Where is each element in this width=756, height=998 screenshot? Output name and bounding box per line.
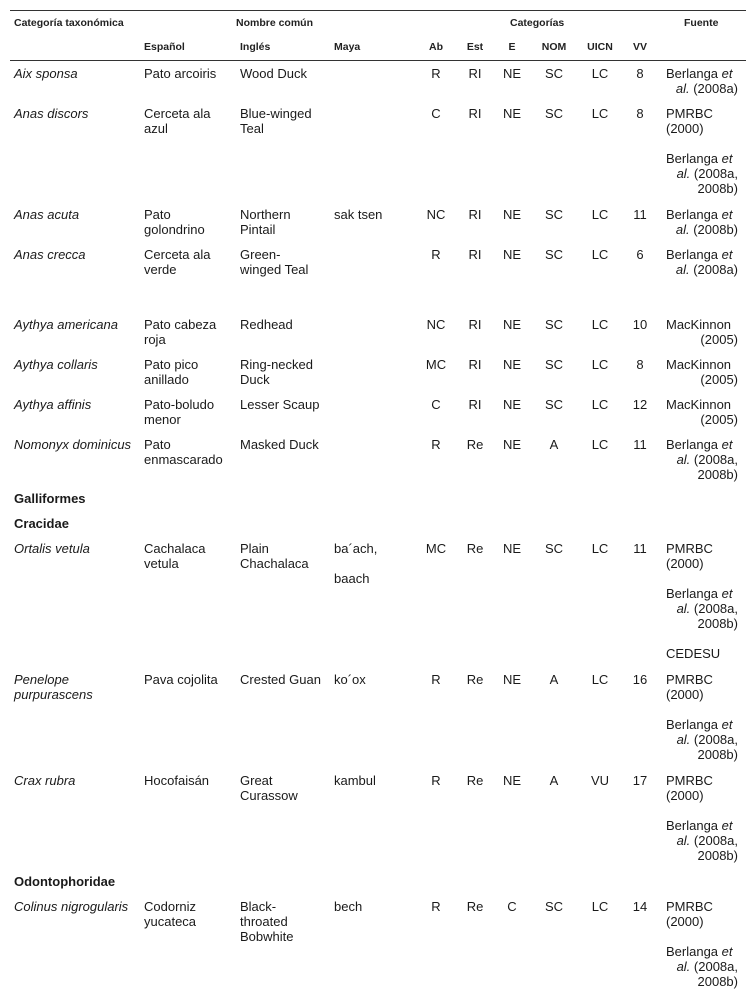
source-reference: Berlanga et al. (2008b) (666, 207, 738, 237)
nom-value: SC (544, 317, 564, 332)
vv-value: 11 (633, 541, 647, 556)
abundance-value: R (431, 672, 441, 687)
english-name: Green- winged Teal (240, 247, 309, 277)
uicn-value: LC (591, 207, 609, 222)
uicn-value: LC (591, 66, 609, 81)
spanish-name: Cerceta ala verde (144, 247, 211, 277)
vv-value: 8 (636, 357, 644, 372)
source-reference: Berlanga et al. (2008a, 2008b) (666, 818, 738, 863)
source-reference: PMRBC (2000) (666, 541, 713, 571)
header-source: Fuente (684, 17, 719, 29)
uicn-value: LC (591, 317, 609, 332)
nom-value: A (549, 437, 559, 452)
abundance-value: R (431, 247, 441, 262)
maya-name: bech (334, 899, 363, 914)
source-reference: PMRBC (2000) (666, 672, 713, 702)
english-name: Ring-necked Duck (240, 357, 313, 387)
abundance-value: NC (426, 207, 446, 222)
uicn-value: LC (591, 106, 609, 121)
vv-value: 8 (636, 106, 644, 121)
endemism-value: NE (502, 317, 522, 332)
header-uicn: UICN (587, 41, 613, 53)
header-bottom-rule (10, 60, 746, 61)
nom-value: A (549, 672, 559, 687)
uicn-value: VU (590, 773, 610, 788)
source-reference: MacKinnon (2005) (666, 397, 738, 427)
header-common-name: Nombre común (236, 17, 314, 29)
status-value: Re (466, 899, 484, 914)
spanish-name: Pato golondrino (144, 207, 205, 237)
source-reference: Berlanga et al. (2008a) (666, 66, 738, 96)
spanish-name: Pato cabeza roja (144, 317, 217, 347)
endemism-value: NE (502, 247, 522, 262)
vv-value: 14 (632, 899, 648, 914)
vv-value: 8 (636, 66, 644, 81)
abundance-value: R (431, 773, 441, 788)
maya-name: ko´ox (334, 672, 366, 687)
spanish-name: Pato enmascarado (144, 437, 223, 467)
english-name: Lesser Scaup (240, 397, 320, 412)
spanish-name: Pato arcoiris (144, 66, 217, 81)
taxon-name: Anas acuta (14, 207, 80, 222)
uicn-value: LC (591, 247, 609, 262)
header-e: E (508, 41, 516, 53)
endemism-value: NE (502, 773, 522, 788)
vv-value: 11 (633, 437, 647, 452)
vv-value: 12 (632, 397, 648, 412)
spanish-name: Codorniz yucateca (144, 899, 197, 929)
source-reference: Berlanga et al. (2008a, 2008b) (666, 586, 738, 631)
status-value: RI (468, 207, 482, 222)
taxon-name: Aythya americana (14, 317, 118, 332)
group-heading: Galliformes (14, 491, 86, 506)
uicn-value: LC (591, 357, 609, 372)
group-heading: Cracidae (14, 516, 69, 531)
nom-value: SC (544, 106, 564, 121)
taxon-name: Nomonyx dominicus (14, 437, 132, 452)
table-top-rule (10, 10, 746, 11)
abundance-value: R (431, 899, 441, 914)
english-name: Great Curassow (240, 773, 298, 803)
maya-name: sak tsen (334, 207, 383, 222)
taxon-name: Penelope purpurascens (14, 672, 93, 702)
endemism-value: NE (502, 66, 522, 81)
status-value: RI (468, 247, 482, 262)
spanish-name: Pato pico anillado (144, 357, 199, 387)
endemism-value: NE (502, 397, 522, 412)
source-reference: PMRBC (2000) (666, 106, 713, 136)
uicn-value: LC (591, 672, 609, 687)
maya-name: ba´ach, (334, 541, 378, 556)
header-est: Est (466, 41, 484, 53)
status-value: RI (468, 357, 482, 372)
endemism-value: NE (502, 207, 522, 222)
taxon-name: Anas crecca (14, 247, 86, 262)
source-reference: MacKinnon (2005) (666, 317, 738, 347)
nom-value: SC (544, 397, 564, 412)
abundance-value: MC (425, 357, 447, 372)
source-reference: Berlanga et al. (2008a, 2008b) (666, 437, 738, 482)
header-spanish: Español (144, 41, 185, 53)
source-reference: PMRBC (2000) (666, 899, 713, 929)
abundance-value: R (431, 66, 441, 81)
abundance-value: C (431, 397, 441, 412)
source-reference: Berlanga et al. (2008a, 2008b) (666, 944, 738, 989)
abundance-value: R (431, 437, 441, 452)
header-ab: Ab (429, 41, 443, 53)
abundance-value: MC (425, 541, 447, 556)
status-value: Re (466, 672, 484, 687)
endemism-value: NE (502, 437, 522, 452)
endemism-value: NE (502, 106, 522, 121)
vv-value: 6 (636, 247, 644, 262)
english-name: Black- throated Bobwhite (240, 899, 294, 944)
maya-name: kambul (334, 773, 376, 788)
abundance-value: C (431, 106, 441, 121)
header-nom: NOM (541, 41, 567, 53)
header-maya: Maya (334, 41, 361, 53)
spanish-name: Pava cojolita (144, 672, 218, 687)
endemism-value: NE (502, 357, 522, 372)
header-vv: VV (632, 41, 647, 53)
english-name: Blue-winged Teal (240, 106, 312, 136)
endemism-value: NE (502, 672, 522, 687)
source-reference: CEDESU (666, 646, 721, 661)
nom-value: SC (544, 66, 564, 81)
maya-name: baach (334, 571, 370, 586)
nom-value: SC (544, 207, 564, 222)
taxon-name: Colinus nigrogularis (14, 899, 129, 914)
taxon-name: Aix sponsa (14, 66, 78, 81)
status-value: RI (468, 317, 482, 332)
vv-value: 16 (632, 672, 648, 687)
header-english: Inglés (240, 41, 271, 53)
vv-value: 10 (632, 317, 648, 332)
english-name: Crested Guan (240, 672, 321, 687)
nom-value: SC (544, 899, 564, 914)
endemism-value: C (507, 899, 517, 914)
nom-value: SC (544, 247, 564, 262)
source-reference: Berlanga et al. (2008a, 2008b) (666, 151, 738, 196)
english-name: Wood Duck (240, 66, 307, 81)
uicn-value: LC (591, 899, 609, 914)
taxon-name: Ortalis vetula (14, 541, 90, 556)
spanish-name: Hocofaisán (144, 773, 210, 788)
status-value: RI (468, 397, 482, 412)
spanish-name: Cachalaca vetula (144, 541, 206, 571)
source-reference: Berlanga et al. (2008a) (666, 247, 738, 277)
group-heading: Odontophoridae (14, 874, 116, 889)
status-value: Re (466, 541, 484, 556)
taxon-name: Aythya collaris (14, 357, 98, 372)
uicn-value: LC (591, 397, 609, 412)
source-reference: Berlanga et al. (2008a, 2008b) (666, 717, 738, 762)
source-reference: PMRBC (2000) (666, 773, 713, 803)
nom-value: SC (544, 541, 564, 556)
header-categories: Categorías (510, 17, 565, 29)
taxon-name: Aythya affinis (14, 397, 92, 412)
uicn-value: LC (591, 541, 609, 556)
status-value: Re (466, 773, 484, 788)
uicn-value: LC (591, 437, 609, 452)
taxon-name: Anas discors (14, 106, 89, 121)
english-name: Redhead (240, 317, 293, 332)
taxon-name: Crax rubra (14, 773, 76, 788)
english-name: Northern Pintail (240, 207, 291, 237)
spanish-name: Pato-boludo menor (144, 397, 215, 427)
source-reference: MacKinnon (2005) (666, 357, 738, 387)
vv-value: 11 (633, 207, 647, 222)
nom-value: SC (544, 357, 564, 372)
status-value: RI (468, 106, 482, 121)
endemism-value: NE (502, 541, 522, 556)
status-value: Re (466, 437, 484, 452)
status-value: RI (468, 66, 482, 81)
english-name: Plain Chachalaca (240, 541, 309, 571)
nom-value: A (549, 773, 559, 788)
header-taxon: Categoría taxonómica (14, 17, 124, 29)
english-name: Masked Duck (240, 437, 319, 452)
vv-value: 17 (632, 773, 648, 788)
spanish-name: Cerceta ala azul (144, 106, 211, 136)
abundance-value: NC (426, 317, 446, 332)
